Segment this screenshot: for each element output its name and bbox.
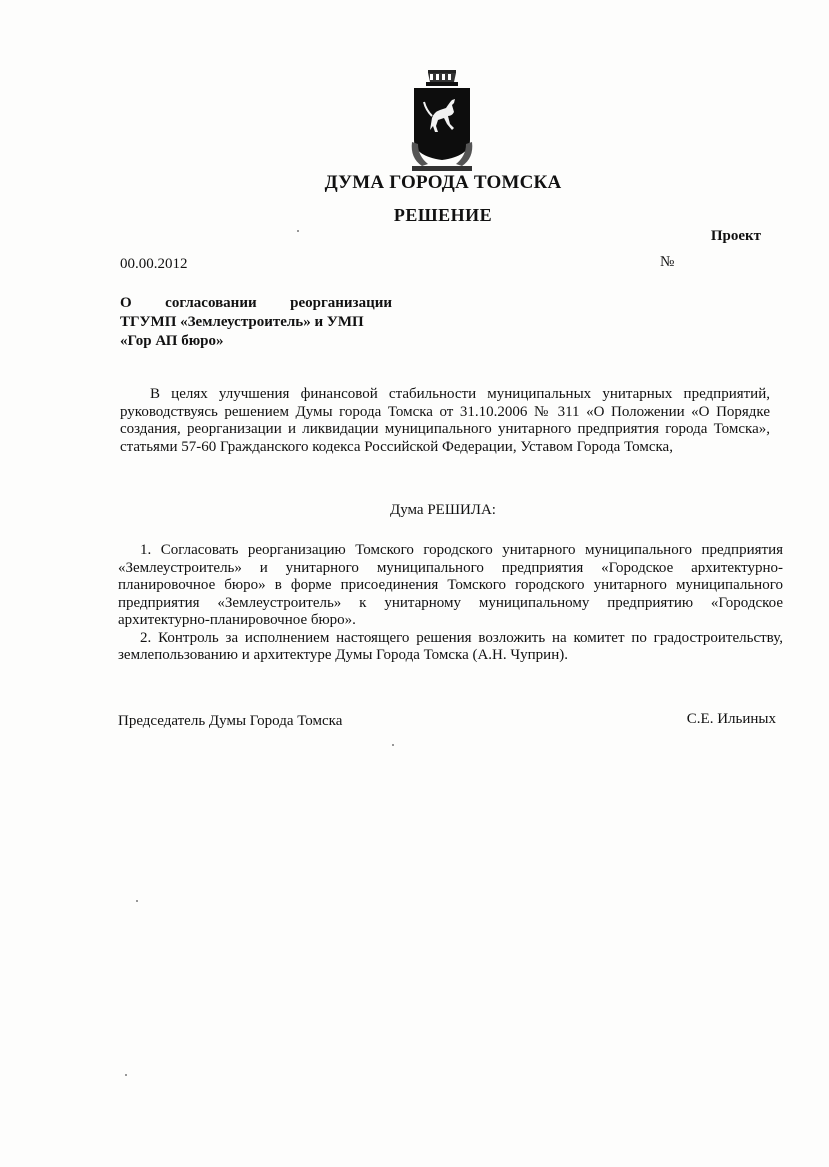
signatory-title: Председатель Думы Города Томска [118,713,343,729]
scan-speck [136,900,138,902]
resolution-item: 1. Согласовать реорганизацию Томского городского унитарного муниципального предприятия «Землеустроитель» и унитарного муниципального предприятия «Городское архитектурно-планировочное бюро» в форме присоединения Томского городского унитарного муниципального предприятия «Землеустроитель» к унитарному муниципальному предприятию «Городское архитектурно-планировочное бюро». [118,542,783,628]
subject-line: ТГУМП «Землеустроитель» и УМП [120,314,364,330]
subject-line: О согласовании реорганизации [120,295,392,311]
document-subject [120,294,392,351]
resolution-item: 2. Контроль за исполнением настоящего решения возложить на комитет по градостроительству, землепользованию и архитектуре Думы Города Томска (А.Н. Чуприн). [118,629,783,663]
signatory-name: С.Е. Ильиных [686,711,776,727]
scan-speck [125,1074,127,1076]
scan-speck [297,230,299,232]
subject-line: «Гор АП бюро» [120,333,224,349]
tomsk-coat-of-arms-icon [408,66,476,174]
document-type-heading: РЕШЕНИЕ [393,205,493,225]
draft-label: Проект [710,228,761,244]
document-number-label: № [660,254,675,270]
document-date: 00.00.2012 [120,256,188,272]
preamble-paragraph: В целях улучшения финансовой стабильности муниципальных унитарных предприятий, руководствуясь решением Думы города Томска от 31.10.2006 № 311 «О Положении «О Порядке создания, реорганизации и ликвидации муниципального унитарного предприятия города Томска», статьями 57-60 Гражданского кодекса Российской Федерации, Уставом Города Томска, [120,386,770,455]
scan-speck [392,744,394,746]
organization-title: ДУМА ГОРОДА ТОМСКА [324,172,562,193]
resolution-items [118,542,783,665]
resolution-heading: Дума РЕШИЛА: [390,502,496,518]
